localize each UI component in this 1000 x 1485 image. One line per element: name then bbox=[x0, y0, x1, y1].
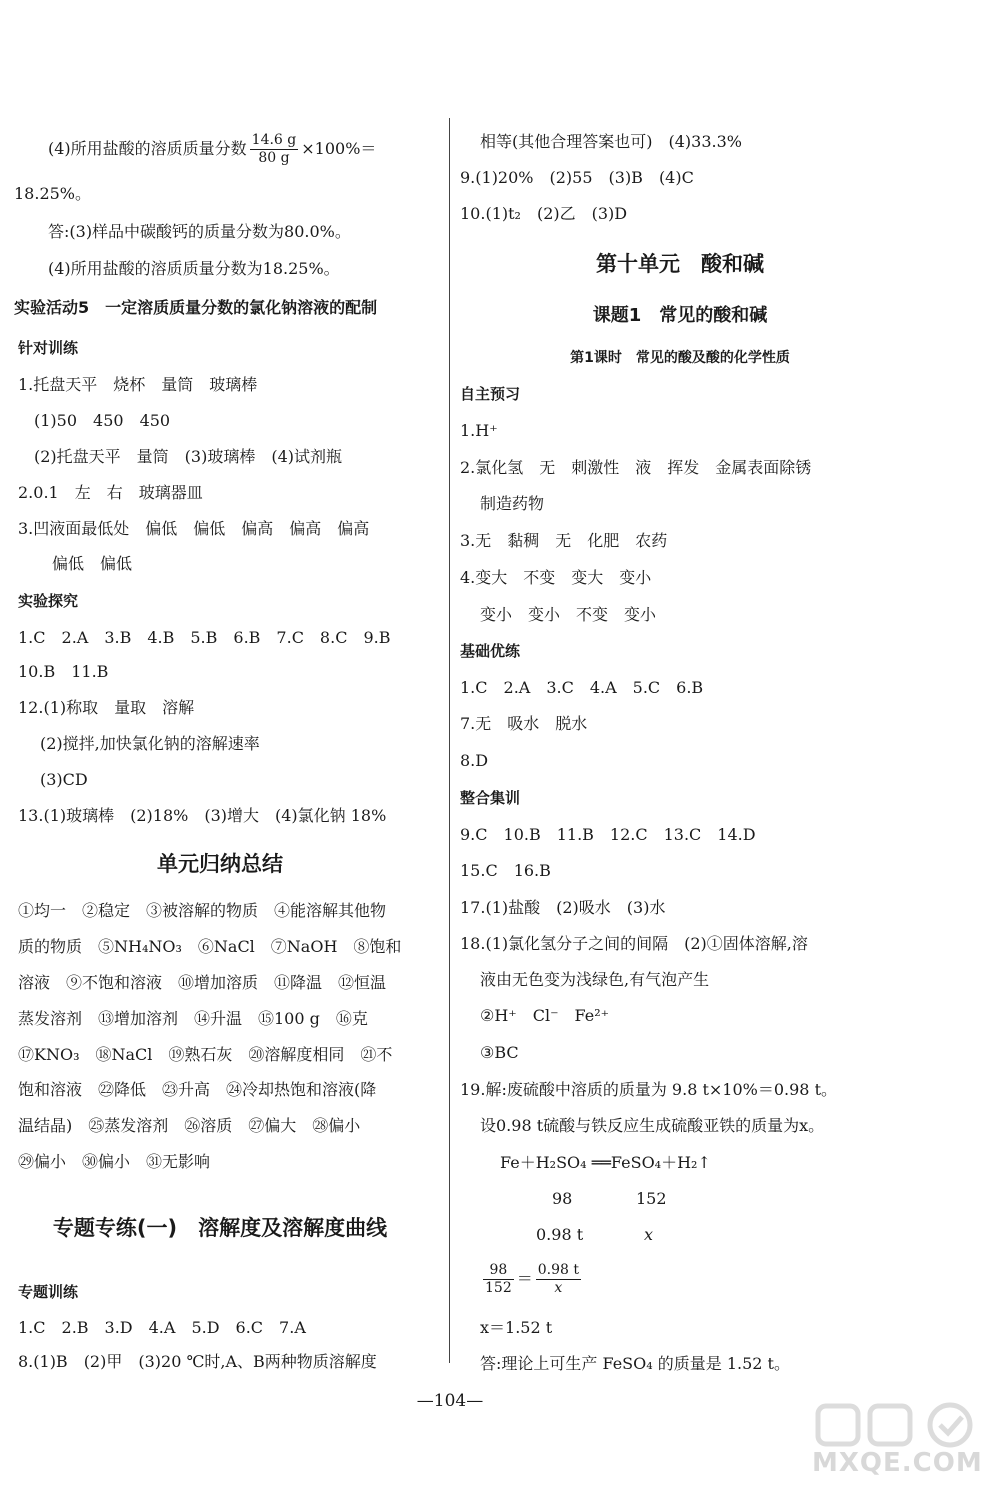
answer-line: (4)所用盐酸的溶质质量分数为18.25%。 bbox=[48, 259, 340, 278]
answer-line: 19.解:废硫酸中溶质的质量为 9.8 t×10%＝0.98 t。 bbox=[460, 1080, 837, 1099]
answer-line: 1.C 2.A 3.C 4.A 5.C 6.B bbox=[460, 678, 704, 697]
summary-line: ⑰KNO₃ ⑱NaCl ⑲熟石灰 ⑳溶解度相同 ㉑不 bbox=[18, 1045, 393, 1064]
equals-sign: ＝ bbox=[516, 1269, 533, 1288]
gas-arrow-icon: ↑ bbox=[697, 1153, 711, 1172]
unknown-variable: x bbox=[644, 1225, 654, 1244]
summary-line: 饱和溶液 ㉒降低 ㉓升高 ㉔冷却热饱和溶液(降 bbox=[18, 1080, 377, 1099]
molar-mass: 152 bbox=[636, 1189, 667, 1208]
answer-line: 相等(其他合理答案也可) (4)33.3% bbox=[480, 132, 742, 151]
answer-line: (1)50 450 450 bbox=[34, 411, 171, 430]
answer-line: 9.C 10.B 11.B 12.C 13.C 14.D bbox=[460, 825, 756, 844]
answer-line: 3.凹液面最低处 偏低 偏低 偏高 偏高 偏高 bbox=[18, 519, 370, 538]
section-label: 自主预习 bbox=[460, 385, 521, 403]
answer-watermark-icon bbox=[800, 1400, 990, 1450]
fraction-numerator: 0.98 t bbox=[537, 1262, 579, 1278]
summary-line: 蒸发溶剂 ⑬增加溶剂 ⑭升温 ⑮100 g ⑯克 bbox=[18, 1009, 368, 1028]
equation-text: Fe＋H₂SO₄ ══FeSO₄＋H₂ bbox=[500, 1153, 698, 1172]
answer-line: 液由无色变为浅绿色,有气泡产生 bbox=[480, 970, 710, 989]
section-label: 专题训练 bbox=[18, 1283, 79, 1301]
text: (4)所用盐酸的溶质质量分数 bbox=[48, 139, 247, 158]
answer-line: 4.变大 不变 变大 变小 bbox=[460, 568, 652, 587]
section-label: 实验探究 bbox=[18, 592, 79, 610]
fraction-denominator: 80 g bbox=[258, 150, 290, 166]
page-number: —104— bbox=[416, 1391, 484, 1411]
answer-line: 1.C 2.B 3.D 4.A 5.D 6.C 7.A bbox=[18, 1318, 306, 1337]
answer-line: 18.25%。 bbox=[14, 184, 92, 203]
special-topic-heading: 专题专练(一) 溶解度及溶解度曲线 bbox=[52, 1216, 388, 1240]
answer-line: 10.B 11.B bbox=[18, 662, 109, 681]
summary-line: 溶液 ⑨不饱和溶液 ⑩增加溶质 ⑪降温 ⑫恒温 bbox=[18, 973, 387, 992]
answer-line: 1.H⁺ bbox=[460, 421, 498, 440]
topic-heading: 课题1 常见的酸和碱 bbox=[592, 305, 768, 326]
section-label: 整合集训 bbox=[460, 789, 521, 807]
answer-line: (2)托盘天平 量筒 (3)玻璃棒 (4)试剂瓶 bbox=[34, 447, 342, 466]
fraction bbox=[536, 1262, 581, 1297]
answer-line: 7.无 吸水 脱水 bbox=[460, 714, 588, 733]
answer-line: ②H⁺ Cl⁻ Fe²⁺ bbox=[480, 1006, 610, 1025]
unit-summary-heading: 单元归纳总结 bbox=[157, 852, 283, 876]
answer-line: 2.氯化氢 无 刺激性 液 挥发 金属表面除锈 bbox=[460, 458, 812, 477]
answer-line: (3)CD bbox=[40, 770, 88, 789]
answer-line: 8.D bbox=[460, 751, 489, 770]
answer-line: 3.无 黏稠 无 化肥 农药 bbox=[460, 531, 668, 550]
fraction bbox=[250, 132, 299, 167]
fraction-numerator: 98 bbox=[483, 1262, 514, 1280]
answer-line: 答:理论上可生产 FeSO₄ 的质量是 1.52 t。 bbox=[480, 1354, 790, 1373]
answer-line: ③BC bbox=[480, 1043, 519, 1062]
answer-line: 9.(1)20% (2)55 (3)B (4)C bbox=[460, 168, 694, 187]
summary-line: 质的物质 ⑤NH₄NO₃ ⑥NaCl ⑦NaOH ⑧饱和 bbox=[18, 937, 402, 956]
activity-heading: 实验活动5 一定溶质质量分数的氯化钠溶液的配制 bbox=[14, 298, 378, 317]
fraction-denominator: x bbox=[554, 1280, 563, 1296]
lesson-heading: 第1课时 常见的酸及酸的化学性质 bbox=[570, 350, 790, 366]
watermark bbox=[800, 1400, 990, 1480]
answer-line: 8.(1)B (2)甲 (3)20 ℃时,A、B两种物质溶解度 bbox=[18, 1352, 377, 1371]
section-label: 针对训练 bbox=[18, 339, 79, 357]
answer-line: 变小 变小 不变 变小 bbox=[480, 605, 657, 624]
unit-ten-heading: 第十单元 酸和碱 bbox=[596, 252, 764, 276]
summary-line: 温结晶) ㉕蒸发溶剂 ㉖溶质 ㉗偏大 ㉘偏小 bbox=[18, 1116, 361, 1135]
answer-line: 制造药物 bbox=[480, 494, 545, 513]
fraction-numerator: 14.6 g bbox=[251, 132, 297, 148]
answer-line: 偏低 偏低 bbox=[52, 554, 133, 573]
text: ×100%＝ bbox=[301, 139, 377, 158]
answer-line: 13.(1)玻璃棒 (2)18% (3)增大 (4)氯化钠 18% bbox=[18, 806, 387, 825]
answer-line: x＝1.52 t bbox=[480, 1318, 553, 1337]
fraction-denominator: 152 bbox=[485, 1280, 512, 1296]
answer-line: 答:(3)样品中碳酸钙的质量分数为80.0%。 bbox=[48, 222, 351, 241]
ratio-equation bbox=[480, 1262, 584, 1297]
answer-line: 1.托盘天平 烧杯 量筒 玻璃棒 bbox=[18, 375, 258, 394]
summary-line: ①均一 ②稳定 ③被溶解的物质 ④能溶解其他物 bbox=[18, 901, 387, 920]
molar-mass: 98 bbox=[552, 1189, 573, 1208]
answer-line bbox=[48, 132, 376, 167]
quantity: 0.98 t bbox=[536, 1225, 584, 1244]
chemical-equation bbox=[500, 1153, 711, 1173]
summary-line: ㉙偏小 ㉚偏小 ㉛无影响 bbox=[18, 1152, 211, 1171]
section-label: 基础优练 bbox=[460, 642, 521, 660]
answer-line: 10.(1)t₂ (2)乙 (3)D bbox=[460, 204, 628, 223]
answer-line: 17.(1)盐酸 (2)吸水 (3)水 bbox=[460, 898, 666, 917]
fraction bbox=[483, 1262, 514, 1297]
answer-line: 12.(1)称取 量取 溶解 bbox=[18, 698, 195, 717]
column-divider bbox=[449, 118, 450, 1363]
answer-line: 15.C 16.B bbox=[460, 861, 551, 880]
answer-line: 设0.98 t硫酸与铁反应生成硫酸亚铁的质量为x。 bbox=[480, 1116, 825, 1135]
answer-line: (2)搅拌,加快氯化钠的溶解速率 bbox=[40, 734, 260, 753]
answer-line: 1.C 2.A 3.B 4.B 5.B 6.B 7.C 8.C 9.B bbox=[18, 628, 391, 647]
answer-line: 2.0.1 左 右 玻璃器皿 bbox=[18, 483, 203, 502]
watermark-text: MXQE.COM bbox=[812, 1448, 983, 1478]
answer-line: 18.(1)氯化氢分子之间的间隔 (2)①固体溶解,溶 bbox=[460, 934, 808, 953]
